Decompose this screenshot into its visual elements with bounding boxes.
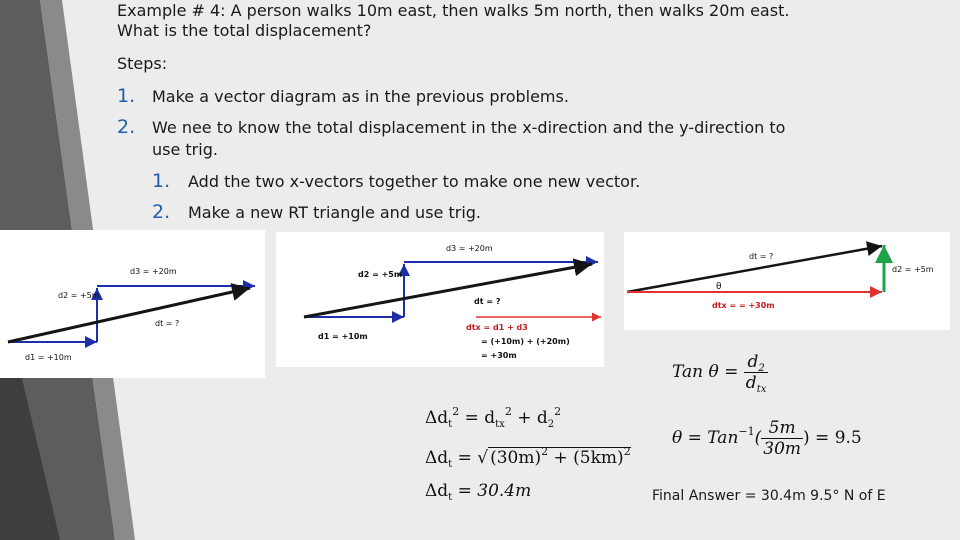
dtx-label-2: = (+10m) + (+20m) [481,337,570,346]
pyth-equation-3: $\Delta d_t = 30.4m$ [425,481,532,503]
pyth-equation-1: $\Delta d_t^2 = d_{tx}^2 + d_2^2$ [425,405,562,430]
dtx-label: dtx = d1 + d3 [466,323,528,332]
problem-line-2: What is the total displacement? [117,21,372,40]
dt-label: dt = ? [155,319,180,328]
substep-2-text: Make a new RT triangle and use trig. [188,203,481,222]
theta-equation: θ = Tan$^{-1}$( $\frac{5m}{30m}$ ) = 9.5 [672,418,862,459]
substep-1-number: 1. [152,170,171,192]
d3-label: d3 = +20m [130,267,177,276]
vector-diagram-3 [624,232,950,330]
vector-diagram-2 [276,232,604,367]
d3-label: d3 = +20m [446,244,493,253]
dt-label: dt = ? [474,297,501,306]
steps-heading: Steps: [117,54,168,73]
step-2-number: 2. [117,116,136,138]
dt-vector [304,264,592,317]
step-1-text: Make a vector diagram as in the previous problems. [152,87,569,106]
step-2-text: We nee to know the total displacement in the x-direction and the y-direction to [152,118,786,137]
tan-equation [672,352,768,393]
d1-label: d1 = +10m [25,353,72,362]
d2-label: d2 = +5m [358,270,403,279]
theta-label: θ [716,282,722,292]
step-1-number: 1. [117,85,136,107]
substep-1-text: Add the two x-vectors together to make one new vector. [188,172,641,191]
tan-fraction: $\frac{d_2}{d_{tx}}$ [745,352,767,395]
dt-vector [8,288,250,342]
step-2-text-cont: use trig. [152,140,218,159]
d2-label: d2 = +5m [58,291,100,300]
tan-lhs: Tan θ = [672,362,739,382]
pyth-equation-2: $\Delta d_t$ = √ $(30m)^2 + (5km)^2$ [425,445,631,470]
d2-label: d2 = +5m [892,265,934,274]
final-answer: Final Answer = 30.4m 9.5° N of E [652,488,886,504]
dt-label: dt = ? [749,252,774,261]
d1-label: d1 = +10m [318,332,368,341]
dtx-label-3: = +30m [481,351,517,360]
problem-line-1: Example # 4: A person walks 10m east, then walks 5m north, then walks 20m east. [117,1,790,20]
substep-2-number: 2. [152,201,171,223]
dtx-label: dtx = = +30m [712,301,775,310]
vector-diagram-1 [0,230,265,378]
